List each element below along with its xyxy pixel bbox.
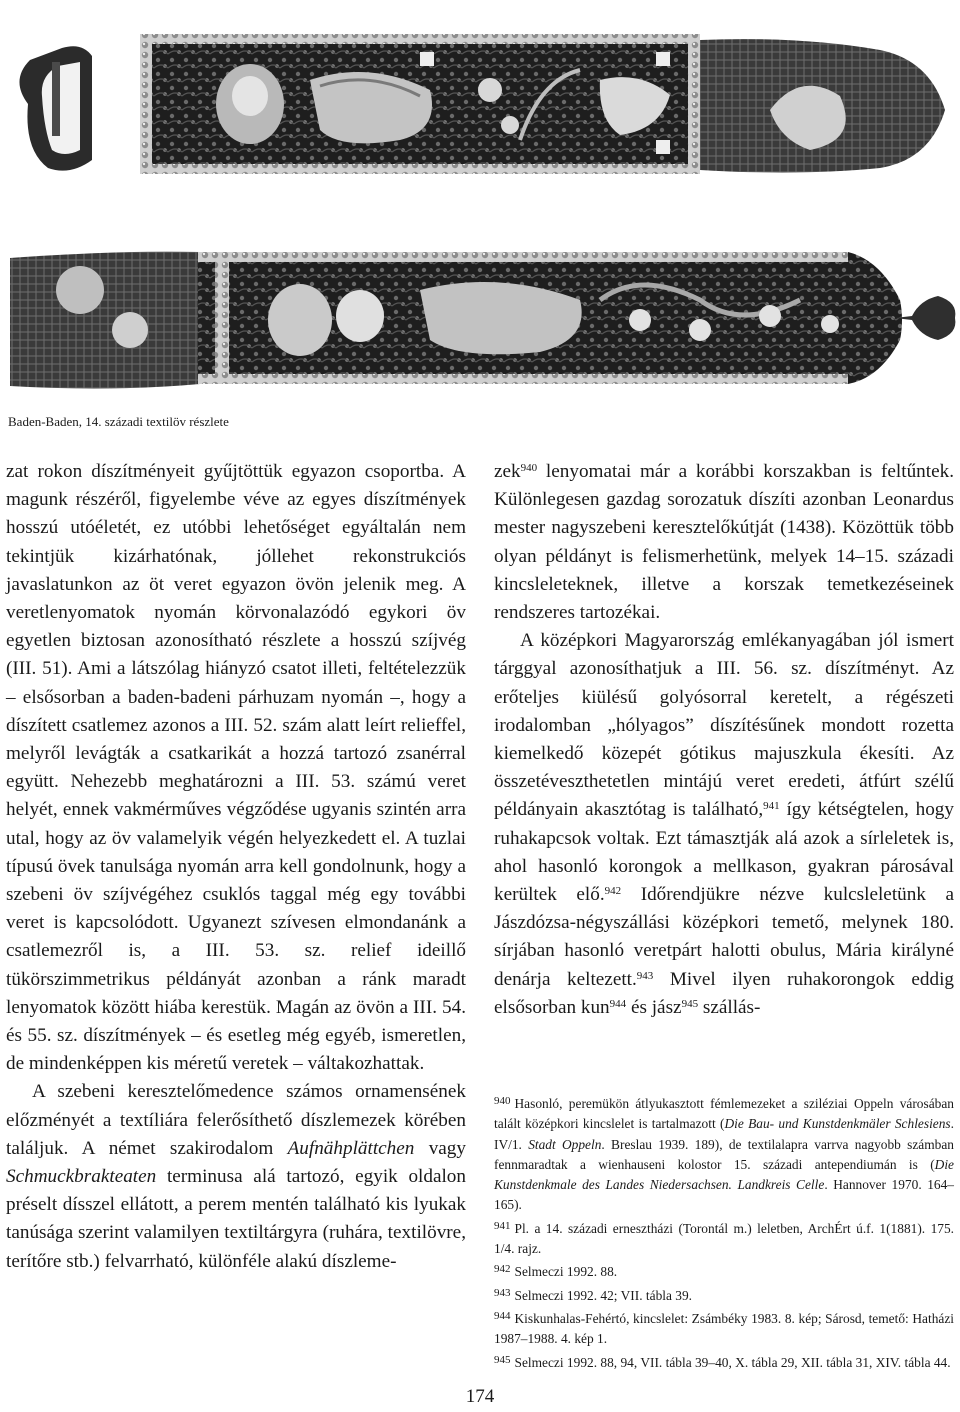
footnote-number: 944: [494, 1309, 511, 1322]
footnote-number: 943: [494, 1286, 511, 1299]
paragraph-text: így kétségtelen, hogy ruhakapcsok voltak. Ezt támasztják alá azok a sírleletek is, ahol hasonló korongok a mellkason, gyakran párosával kerültek elő.: [494, 799, 954, 906]
italic-term: Aufnähplättchen: [287, 1137, 415, 1159]
italic-title: Die Bau- und Kunstdenkmäler Schlesiens: [724, 1116, 951, 1132]
footnote-ref: 941: [763, 800, 780, 813]
italic-title: Die Kunstdenkmale des Landes Niedersachsen. Landkreis Celle: [494, 1156, 954, 1193]
paragraph-text: és jász: [626, 996, 682, 1018]
italic-title: Stadt Oppeln: [528, 1136, 602, 1152]
footnote-943: [494, 1283, 954, 1306]
paragraph-text: szállás-: [698, 996, 761, 1018]
footnote-940: [494, 1091, 954, 1216]
footnote-ref: 940: [520, 462, 538, 474]
paragraph-text: zek: [494, 461, 521, 482]
footnote-ref: 944: [609, 997, 627, 1010]
left-column: [6, 458, 466, 1276]
footnote-945: [494, 1350, 954, 1373]
footnote-ref: 942: [604, 885, 622, 898]
footnote-text: Hasonló, peremükön átlyukasztott fémlemezeket a sziléziai Oppeln városában talált középkori kincslelet is tartalmazott (: [494, 1096, 954, 1132]
footnote-ref: 943: [636, 969, 654, 982]
footnote-text: Selmeczi 1992. 88, 94, VII. tábla 39–40, X. tábla 29, XII. tábla 31, XIV. tábla 44.: [514, 1354, 951, 1370]
paragraph-text: lenyomatai már a korábbi korszakban is feltűntek. Különlegesen gazdag sorozatuk díszíti azonban Leonardus mester nagyszebeni keresztelőkútját (1438). Közöttük több olyan példányt is felismerhetünk, melyek 14–15. századi kincsleleteknek, illetve a korszak temetkezéseinek rendszeres tartozékai.: [494, 461, 954, 624]
paragraph-text: A középkori Magyarország emlékanyagában jól ismert tárggyal azonosíthatjuk a III. 56. sz. díszítményt. Az erőteljes kiülésű golyósorral keretelt, a régészeti irodalomban „hólyagos” díszítésűnek mondott rozetta kiemelkedő közepét gótikus majuszkula ékesíti. Az összetéveszthetetlen mintájú veret eredeti, átfúrt szélű példányain akasztótag is található,: [494, 630, 954, 821]
footnote-942: [494, 1259, 954, 1282]
footnote-text: Selmeczi 1992. 88.: [514, 1264, 618, 1280]
footnote-text: . Hannover 1970. 164–165).: [494, 1177, 954, 1213]
paragraph: [494, 627, 954, 1022]
paragraph: [6, 1078, 466, 1275]
footnote-text: . Breslau 1939. 189), de textilalapra varrva nagyobb számban fennmaradtak a wienhauseni kolostor 15. századi antependiumán is (: [494, 1136, 954, 1172]
footnote-number: 945: [494, 1353, 511, 1366]
footnote-text: Kiskunhalas-Fehértó, kincslelet: Zsámbéky 1983. 8. kép; Sárosd, temető: Hatházi 1987–1988. 4. kép 1.: [494, 1310, 954, 1347]
paragraph-text: A szebeni keresztelőmedence számos ornamensének előzményét a textíliára felerősíthető díszlemezek körében találjuk. A német szakirodalom: [6, 1081, 466, 1159]
footnote-text: Pl. a 14. századi ernesztházi (Torontál m.) leletben, ArchÉrt ú.f. 1(1881). 175. 1/4. rajz.: [494, 1220, 954, 1257]
page-number: 174: [465, 1386, 495, 1407]
paragraph-text: vagy: [414, 1137, 466, 1159]
footnote-text: Selmeczi 1992. 42; VII. tábla 39.: [514, 1287, 693, 1303]
footnotes: [494, 1091, 954, 1373]
footnote-944: [494, 1306, 954, 1350]
footnote-941: [494, 1216, 954, 1260]
footnote-number: 941: [494, 1219, 511, 1232]
paragraph-text: Mivel ilyen ruhakorongok eddig elsősorban kun: [494, 968, 954, 1018]
right-column: [494, 458, 954, 1022]
paragraph: [494, 458, 954, 627]
belt-photo-illustration: [0, 0, 960, 405]
paragraph-text: terminusa alá tartozó, egyik oldalon préselt dísszel ellátott, a perem mentén található kis lyukak tanúsága szerint valamilyen textiltárgyra (ruhára, textilövre, terítőre stb.) felvarrható, különféle alakú díszleme-: [6, 1166, 466, 1272]
paragraph-text: Időrendjükre nézve kulcsleletünk a Jászdózsa-négyszállási középkori temető, melynek 180. sírjában hasonló veretpárt halotti obulus, Mária királyné denárja keltezett.: [494, 884, 954, 990]
footnote-text: . IV/1.: [494, 1116, 955, 1152]
footnote-number: 940: [494, 1095, 511, 1107]
italic-term: Schmuckbrakteaten: [6, 1166, 157, 1188]
footnote-number: 942: [494, 1263, 511, 1276]
footnote-ref: 945: [681, 997, 699, 1010]
paragraph: zat rokon díszítményeit gyűjtöttük egyazon csoportba. A magunk részéről, figyelembe véve az egyes díszítmények hosszú utóéletét, ez utóbbi lehetőséget egyáltalán nem tekintjük kizárhatónak, jóllehet rekonstrukciós javaslatunkon az öt veret egyazon övön jelenik meg. A veretlenyomatok nyomán körvonalazódó egykori öv egyetlen biztosan azonosítható részlete a hosszú szíjvég (III. 51). Ami a látszólag hiányzó csatot illeti, feltételezzük – elsősorban a baden-badeni párhuzam nyomán –, hogy a díszített csatlemez azonos a III. 52. szám alatt leírt relieffel, melyről levágták a csatkarikát a hozzá tartozó zsanérral együtt. Nehezebb meghatározni a III. 53. számú veret helyét, ennek vakmérműves végződése ugyanis szintén arra utal, hogy az öv valamelyik végén helyezkedett el. A tuzlai típusú övek tanulsága nyomán arra kell gondolnunk, hogy a szebeni öv szíjvégéhez csuklós taggal még egy további veret is kapcsolódott. Ugyanezt szívesen elmondanánk a csatlemezről is, a III. 53. sz. relief ideillő tükörszimmetrikus példányát azonban a ránk maradt lenyomatok között hiába kerestük. Magán az övön a III. 54. és 55. sz. díszítmények – és esetleg még egyéb, ismeretlen, de mindenképpen kis méretű veretek – váltakozhattak.: [6, 461, 466, 1075]
figure-caption: Baden-Baden, 14. századi textilöv részlete: [8, 414, 229, 429]
